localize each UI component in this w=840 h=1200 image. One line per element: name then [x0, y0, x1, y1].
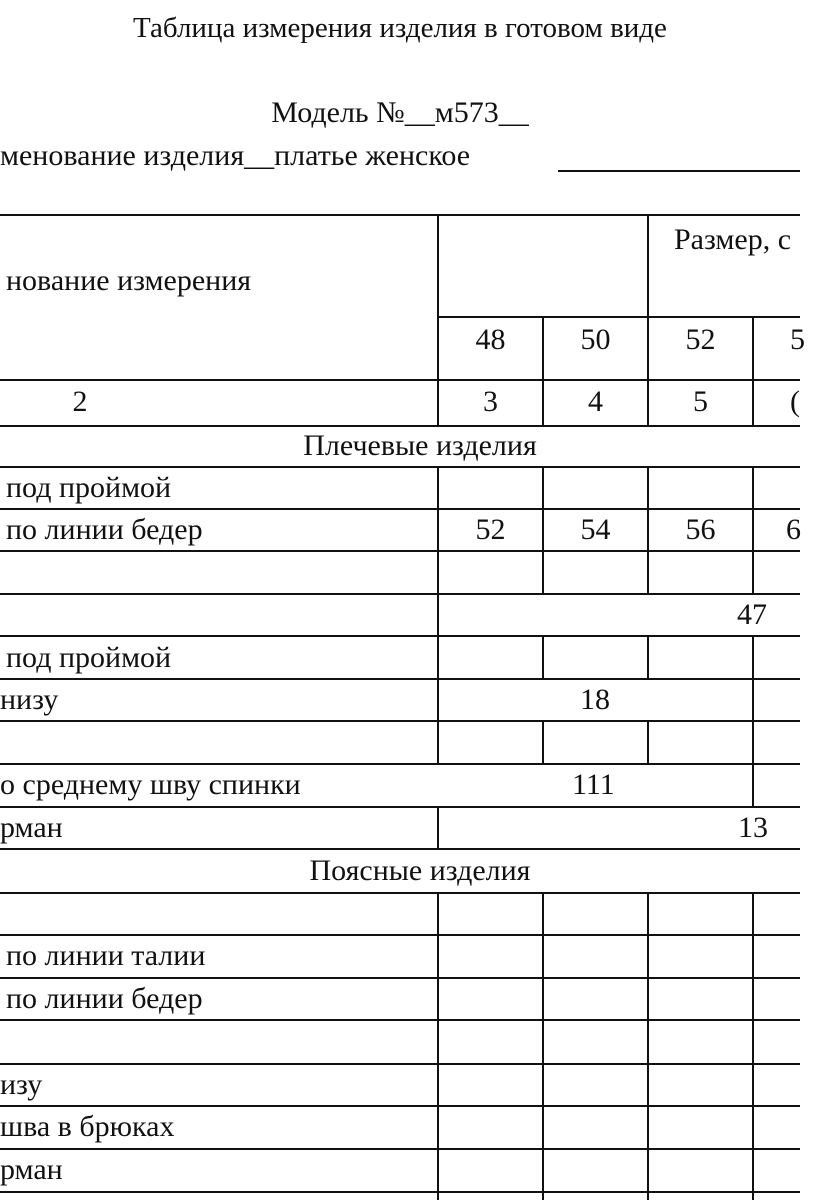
row-line: [0, 977, 800, 979]
row-value: 52: [475, 513, 506, 546]
column-line: [752, 466, 754, 550]
row-line: [0, 806, 800, 808]
header-bottom-line: [0, 379, 800, 381]
column-line: [647, 892, 649, 1200]
column-line: [437, 720, 439, 763]
product-name: менование изделия__платье женское: [0, 139, 471, 172]
row-label: рман: [0, 811, 63, 844]
section-title-bottom-line: [0, 466, 800, 468]
row-label: по линии талии: [6, 939, 206, 972]
row-label: низу: [0, 683, 59, 716]
row-line: [0, 593, 800, 595]
row-line: [0, 1105, 800, 1107]
table-border-top: [0, 214, 800, 216]
size-50: 50: [580, 323, 611, 356]
column-line: [752, 678, 754, 720]
row-label: изу: [0, 1068, 43, 1101]
column-number: 4: [588, 385, 603, 418]
column-line: [437, 593, 439, 635]
row-label: под проймой: [6, 471, 172, 504]
row-label: о среднему шву спинки: [0, 768, 301, 801]
column-number: (: [790, 385, 800, 418]
row-line: [0, 1191, 800, 1193]
row-label: рман: [0, 1153, 63, 1186]
row-line: [0, 678, 800, 680]
column-line: [752, 635, 754, 678]
row-line: [0, 763, 800, 765]
row-value: 6: [786, 513, 801, 546]
column-line: [647, 635, 649, 678]
merged-value: 13: [738, 811, 768, 844]
measurement-name-header: нование измерения: [6, 264, 252, 297]
section-title: Поясные изделия: [309, 854, 531, 887]
column-line: [647, 550, 649, 593]
section-title: Плечевые изделия: [303, 429, 537, 462]
row-label: по линии бедер: [6, 513, 203, 546]
column-line: [542, 892, 544, 1200]
merged-value: 111: [572, 768, 615, 801]
size-54-partial: 5: [790, 323, 805, 356]
size-48: 48: [475, 323, 506, 356]
row-value: 54: [580, 513, 611, 546]
row-line: [0, 934, 800, 936]
document-title: Таблица измерения изделия в готовом виде: [133, 12, 667, 44]
column-line: [752, 763, 754, 806]
column-line: [752, 720, 754, 763]
column-line: [542, 720, 544, 763]
merged-value: 47: [737, 598, 767, 631]
column-line: [437, 806, 439, 848]
column-number: 2: [72, 385, 88, 418]
row-line: [0, 1148, 800, 1150]
column-line: [437, 892, 439, 1200]
row-label: шва в брюках: [0, 1110, 175, 1143]
size-header-divider: [438, 316, 800, 318]
row-line: [0, 1063, 800, 1065]
product-underline: [558, 170, 800, 172]
column-line: [647, 720, 649, 763]
column-line: [542, 550, 544, 593]
column-line: [752, 316, 754, 425]
row-line: [0, 635, 800, 637]
size-header: Размер, с: [674, 223, 792, 256]
column-line: [542, 635, 544, 678]
column-line: [437, 678, 439, 720]
row-line: [0, 848, 800, 850]
row-line: [0, 720, 800, 722]
row-line: [0, 550, 800, 552]
row-label: по линии бедер: [6, 982, 203, 1015]
column-line: [752, 550, 754, 593]
section-title-bottom-line: [0, 892, 800, 894]
column-line: [437, 550, 439, 593]
size-52: 52: [685, 323, 716, 356]
column-line: [437, 635, 439, 678]
row-line: [0, 508, 800, 510]
column-line: [752, 892, 754, 1200]
column-number: 3: [483, 385, 498, 418]
column-number: 5: [693, 385, 708, 418]
row-label: под проймой: [6, 641, 172, 674]
column-numbers-bottom-line: [0, 425, 800, 427]
merged-value: 18: [580, 683, 610, 716]
row-line: [0, 1019, 800, 1021]
model-number: Модель №__м573__: [271, 96, 529, 129]
row-value: 56: [685, 513, 716, 546]
